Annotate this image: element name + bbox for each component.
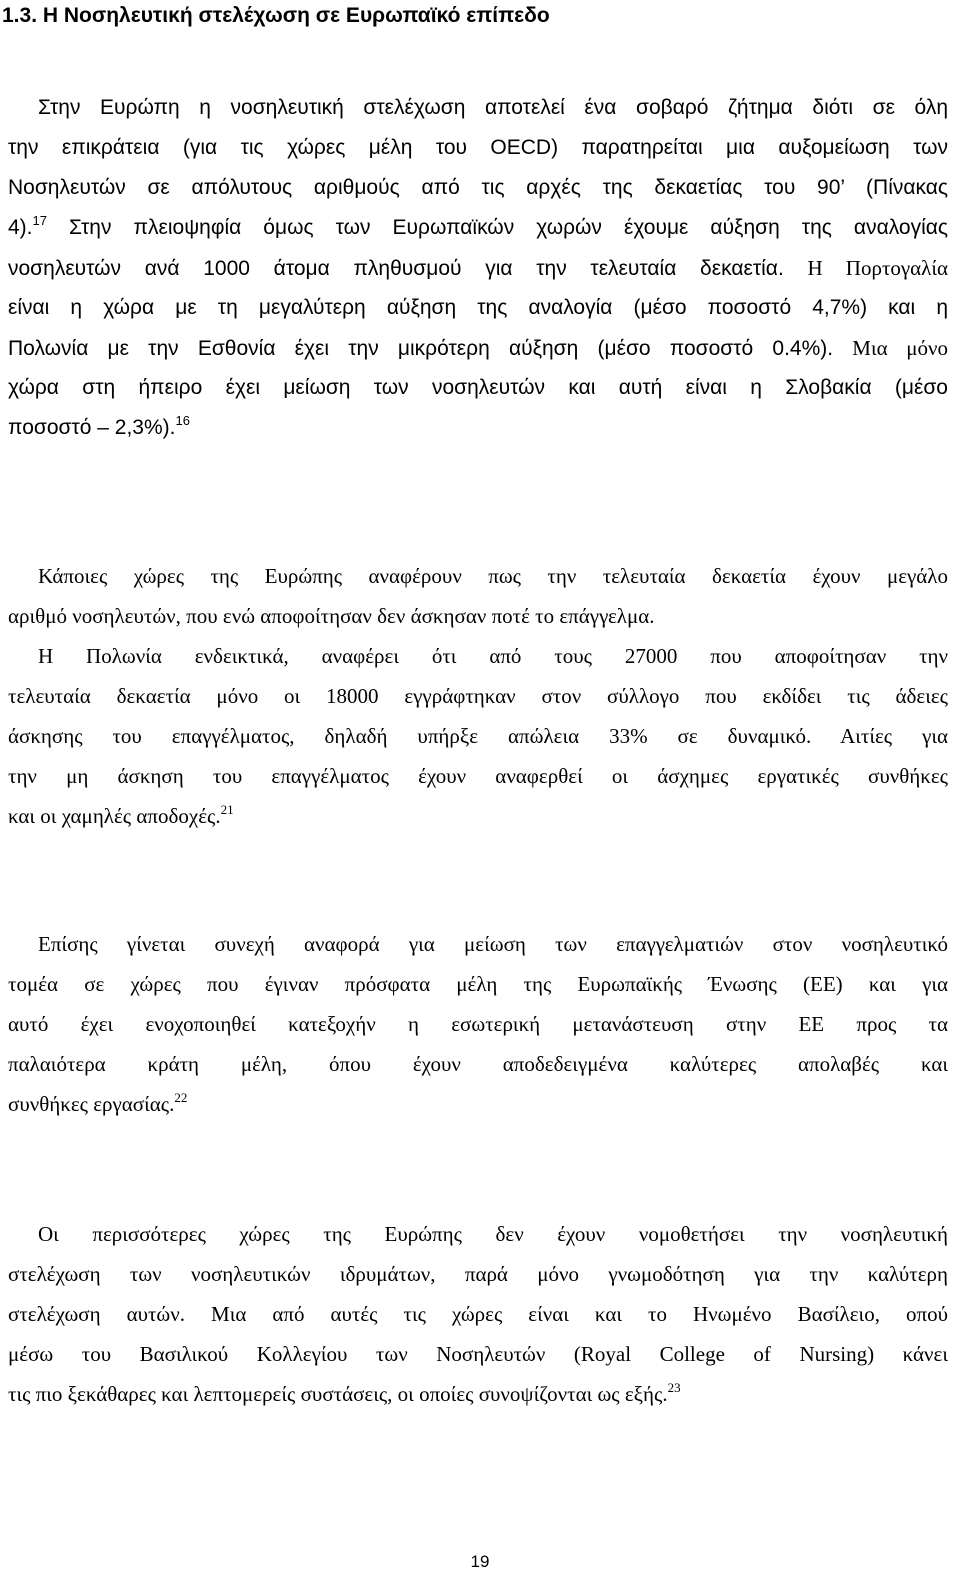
text-line: Επίσης γίνεται συνεχή αναφορά για μείωση των επαγγελματιών στον νοσηλευτικό (38, 932, 948, 956)
text-fragment: Στην πλειοψηφία όμως των Ευρωπαϊκών χωρών έχουμε αύξηση της αναλογίας (69, 216, 948, 239)
text-fragment: νοσηλευτών ανά 1000 άτομα πληθυσμού για την τελευταία δεκαετία. (8, 257, 784, 280)
text-line: αριθμό νοσηλευτών, που ενώ αποφοίτησαν δεν άσκησαν ποτέ το επάγγελμα. (8, 604, 655, 628)
paragraph-4 (8, 1214, 948, 1414)
footnote-reference: 16 (175, 413, 190, 428)
text-line: παλαιότερα κράτη μέλη, όπου έχουν αποδεδειγμένα καλύτερες απολαβές και (8, 1052, 948, 1076)
text-line: μέσω του Βασιλικού Κολλεγίου των Νοσηλευτών (Royal College of Nursing) κάνει (8, 1342, 948, 1366)
text-line: στελέχωση των νοσηλευτικών ιδρυμάτων, παρά μόνο γνωμοδότηση για την καλύτερη (8, 1262, 948, 1286)
page-number: 19 (470, 1552, 490, 1571)
text-fragment: και οι χαμηλές αποδοχές. (8, 804, 221, 828)
text-fragment: Η Πορτογαλία (807, 256, 949, 280)
footnote-reference: 17 (32, 213, 47, 228)
text-line: Η Πολωνία ενδεικτικά, αναφέρει ότι από τους 27000 που αποφοίτησαν την (38, 644, 948, 668)
footnote-reference: 23 (667, 1380, 681, 1395)
text-line (8, 328, 948, 368)
text-line: τελευταία δεκαετία μόνο οι 18000 εγγράφτηκαν στον σύλλογο που εκδίδει τις άδειες (8, 684, 948, 708)
text-line: χώρα στη ήπειρο έχει μείωση των νοσηλευτών και αυτή είναι η Σλοβακία (μέσο (8, 376, 948, 399)
footnote-reference: 21 (220, 802, 234, 817)
text-line: στελέχωση αυτών. Μια από αυτές τις χώρες είναι και το Ηνωμένο Βασίλειο, οπού (8, 1302, 948, 1326)
paragraph-2 (8, 556, 948, 836)
text-line: Στην Ευρώπη η νοσηλευτική στελέχωση αποτελεί ένα σοβαρό ζήτημα διότι σε όλη (38, 96, 948, 119)
text-line: τομέα σε χώρες που έγιναν πρόσφατα μέλη της Ευρωπαϊκής Ένωσης (ΕΕ) και για (8, 972, 948, 996)
text-line: είναι η χώρα με τη μεγαλύτερη αύξηση της αναλογία (μέσο ποσοστό 4,7%) και η (8, 296, 948, 319)
text-fragment: τις πιο ξεκάθαρες και λεπτομερείς συστάσεις, οι οποίες συνοψίζονται ως εξής. (8, 1382, 668, 1406)
text-line: την μη άσκηση του επαγγέλματος έχουν αναφερθεί οι άσχημες εργατικές συνθήκες (8, 764, 948, 788)
text-line (8, 716, 948, 756)
text-line: Νοσηλευτών σε απόλυτους αριθμούς από τις αρχές της δεκαετίας του 90’ (Πίνακας (8, 176, 948, 199)
text-line: Κάποιες χώρες της Ευρώπης αναφέρουν πως την τελευταία δεκαετία έχουν μεγάλο (38, 564, 948, 588)
text-fragment: άσκησης του επαγγέλματος, δηλαδή υπήρξε απώλεια 33% σε δυναμικό. (8, 724, 812, 748)
paragraph-3 (8, 924, 948, 1124)
footnote-reference: 22 (174, 1090, 188, 1105)
text-line (8, 248, 948, 288)
section-heading: 1.3. Η Νοσηλευτική στελέχωση σε Ευρωπαϊκό επίπεδο (2, 4, 550, 27)
text-fragment: ποσοστό – 2,3%). (8, 416, 176, 439)
text-line (8, 1374, 948, 1414)
text-line (8, 408, 948, 448)
text-fragment: Πολωνία με την Εσθονία έχει την μικρότερη αύξηση (μέσο ποσοστό 0.4%). (8, 337, 834, 360)
text-line (8, 1084, 948, 1124)
text-line (8, 796, 948, 836)
text-line: την επικράτεια (για τις χώρες μέλη του OECD) παρατηρείται μια αυξομείωση των (8, 136, 948, 159)
paragraph-1 (8, 88, 948, 448)
text-fragment: 4). (8, 216, 33, 239)
text-line (8, 208, 948, 248)
text-line: Οι περισσότερες χώρες της Ευρώπης δεν έχουν νομοθετήσει την νοσηλευτική (38, 1222, 948, 1246)
text-line: αυτό έχει ενοχοποιηθεί κατεξοχήν η εσωτερική μετανάστευση στην ΕΕ προς τα (8, 1012, 948, 1036)
text-fragment: συνθήκες εργασίας. (8, 1092, 175, 1116)
text-fragment: Αιτίες για (840, 724, 949, 748)
text-fragment: Μια μόνο (852, 336, 948, 360)
